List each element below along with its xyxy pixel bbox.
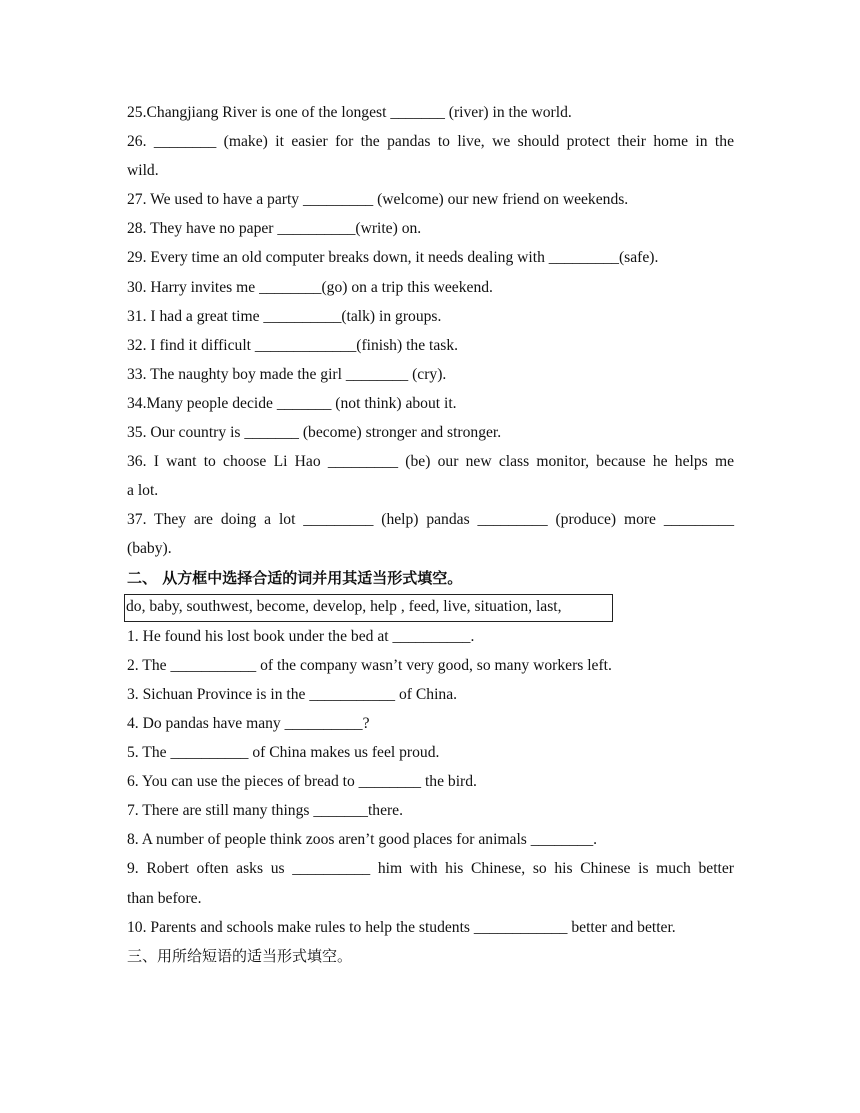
word-box: do, baby, southwest, become, develop, help , feed, live, situation, last,: [124, 594, 613, 622]
fill-item-7: 7. There are still many things _______there.: [127, 802, 404, 820]
fill-item-9-continued: than before.: [127, 889, 202, 907]
question-26-continued: wild.: [127, 162, 159, 180]
question-34: 34.Many people decide _______ (not think) about it.: [127, 394, 457, 412]
fill-item-1: 1. He found his lost book under the bed at __________.: [127, 627, 475, 645]
fill-item-10: 10. Parents and schools make rules to help the students ____________ better and better.: [127, 918, 676, 936]
section-3-heading: 三、用所给短语的适当形式填空。: [127, 946, 353, 965]
fill-item-9: 9. Robert often asks us __________ him with his Chinese, so his Chinese is much better: [127, 860, 734, 878]
fill-item-2: 2. The ___________ of the company wasn’t very good, so many workers left.: [127, 656, 612, 674]
question-29: 29. Every time an old computer breaks down, it needs dealing with _________(safe).: [127, 249, 659, 267]
fill-item-3: 3. Sichuan Province is in the ___________ of China.: [127, 685, 458, 703]
section-2-heading: 二、 从方框中选择合适的词并用其适当形式填空。: [127, 568, 463, 587]
question-27: 27. We used to have a party _________ (welcome) our new friend on weekends.: [127, 191, 629, 209]
question-37-continued: (baby).: [127, 540, 172, 558]
fill-item-5: 5. The __________ of China makes us feel proud.: [127, 744, 440, 762]
question-35: 35. Our country is _______ (become) stronger and stronger.: [127, 424, 502, 442]
fill-item-4: 4. Do pandas have many __________?: [127, 714, 370, 732]
question-30: 30. Harry invites me ________(go) on a trip this weekend.: [127, 278, 493, 296]
fill-item-6: 6. You can use the pieces of bread to ________ the bird.: [127, 773, 477, 791]
question-28: 28. They have no paper __________(write) on.: [127, 220, 422, 238]
question-26: 26. ________ (make) it easier for the pandas to live, we should protect their home in the: [127, 133, 734, 151]
fill-item-8: 8. A number of people think zoos aren’t good places for animals ________.: [127, 831, 598, 849]
question-31: 31. I had a great time __________(talk) in groups.: [127, 307, 442, 325]
question-25: 25.Changjiang River is one of the longest _______ (river) in the world.: [127, 104, 572, 121]
question-37: 37. They are doing a lot _________ (help) pandas _________ (produce) more _________: [127, 511, 734, 529]
word-box-row: [124, 593, 734, 622]
question-33: 33. The naughty boy made the girl ________ (cry).: [127, 365, 447, 383]
question-36-continued: a lot.: [127, 482, 159, 500]
worksheet-page: [127, 98, 734, 971]
question-36: 36. I want to choose Li Hao _________ (be) our new class monitor, because he helps me: [127, 453, 734, 471]
question-32: 32. I find it difficult _____________(finish) the task.: [127, 336, 459, 354]
